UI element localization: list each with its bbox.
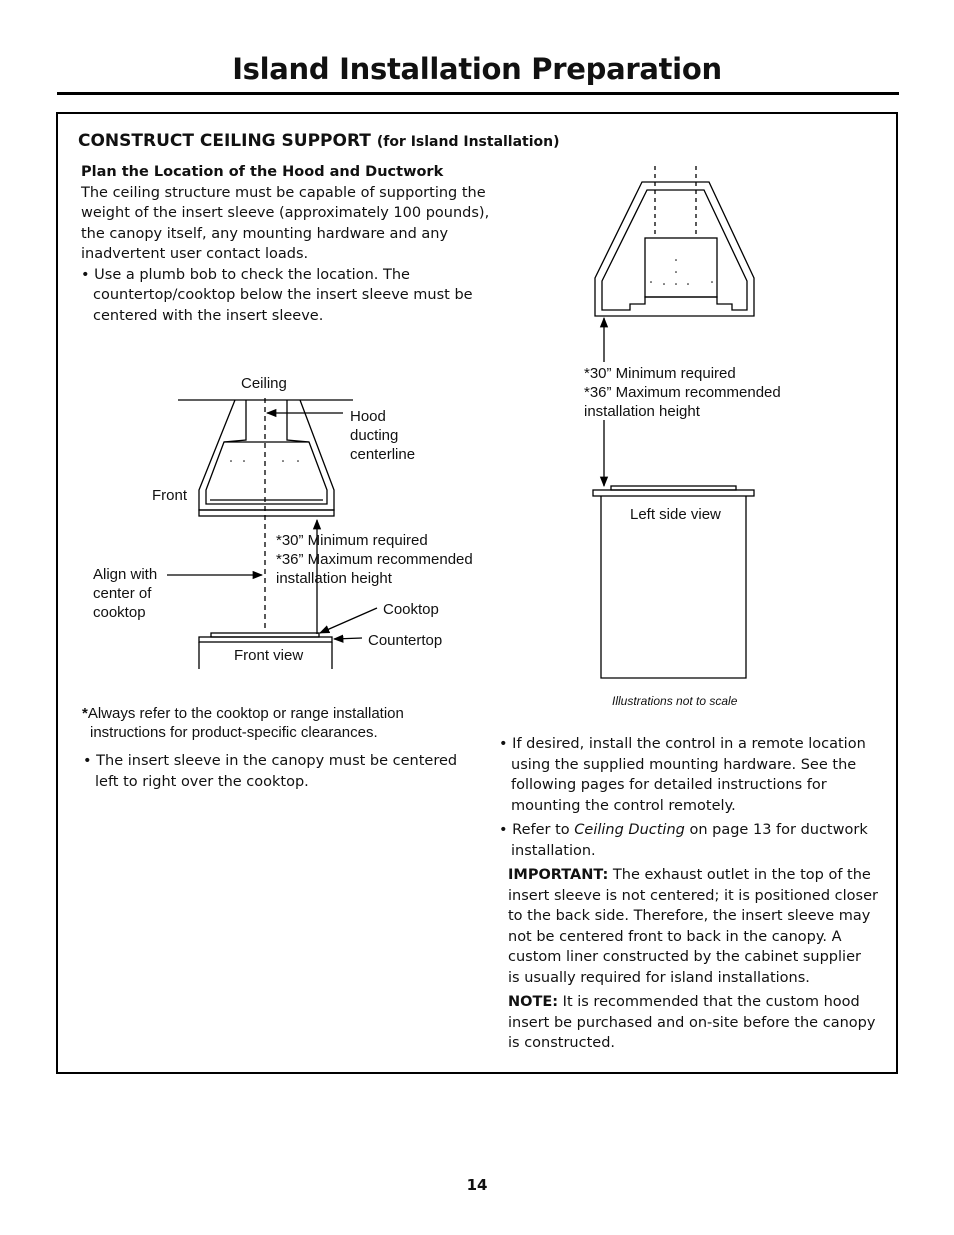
note-line: is constructed.: [508, 1035, 616, 1051]
right-bullet-line: using the supplied mounting hardware. See the: [511, 756, 857, 773]
plan-heading: Plan the Location of the Hood and Ductwork: [81, 164, 444, 180]
hood-label-line: ducting: [350, 427, 399, 444]
plan-bullet-line: • Use a plumb bob to check the location. The: [81, 266, 410, 283]
ref-pre: • Refer to: [499, 822, 575, 838]
countertop: [199, 637, 332, 642]
footnote-star: *: [82, 705, 88, 722]
align-label-line: Align with: [93, 566, 158, 583]
page-number: 14: [466, 1176, 488, 1194]
height-label-line: *30” Minimum required: [276, 532, 428, 549]
note-line: insert be purchased and on-site before the canopy: [508, 1014, 876, 1031]
note-block: [499, 992, 884, 1054]
plan-bullet-line: countertop/cooktop below the insert sleeve must be: [93, 287, 473, 303]
ref-ceiling-ducting: Ceiling Ducting: [574, 822, 685, 838]
height-label-line: *30” Minimum required: [584, 365, 736, 382]
right-bullets: [499, 734, 884, 1054]
note-label: NOTE:: [508, 994, 559, 1010]
right-bullet-line: mounting the control remotely.: [511, 797, 736, 814]
important-label: IMPORTANT:: [508, 867, 609, 883]
front-canopy-inner: [206, 400, 327, 504]
footnote: [82, 704, 482, 742]
note-line: It is recommended that the custom hood: [558, 994, 860, 1010]
hood-label-line: centerline: [350, 446, 416, 463]
side-insert-dots: [650, 259, 713, 285]
important-line: insert sleeve is not centered; it is positioned closer: [508, 887, 878, 904]
front-height-label: [276, 531, 473, 588]
side-canopy-outer: [595, 182, 754, 316]
height-label-line: installation height: [584, 403, 700, 420]
align-label-line: center of: [93, 585, 152, 602]
side-countertop: [593, 490, 754, 496]
important-line: custom liner constructed by the cabinet supplier: [508, 949, 861, 965]
ref-line: installation.: [511, 842, 596, 859]
cooktop-label: Cooktop: [383, 601, 439, 618]
plan-line: The ceiling structure must be capable of supporting the: [81, 184, 486, 201]
plan-bullet-line: centered with the insert sleeve.: [93, 307, 324, 324]
plan-line: inadvertent user contact loads.: [81, 246, 309, 262]
left-bullet-line: left to right over the cooktop.: [95, 773, 309, 790]
front-label: Front: [152, 487, 188, 504]
section-heading-sub: (for Island Installation): [376, 134, 560, 150]
footnote-line: Always refer to the cooktop or range installation: [87, 705, 404, 722]
important-line: is usually required for island installations.: [508, 969, 810, 986]
height-label-line: installation height: [276, 570, 392, 587]
height-label-line: *36” Maximum recommended: [584, 384, 781, 401]
important-line: The exhaust outlet in the top of the: [608, 867, 871, 883]
front-canopy-base: [199, 510, 334, 516]
plan-line: weight of the insert sleeve (approximately 100 pounds),: [81, 205, 490, 221]
side-insert-sleeve: [645, 238, 717, 297]
important-block: [499, 865, 884, 988]
side-cooktop: [611, 486, 736, 490]
right-bullet-line: • If desired, install the control in a remote location: [499, 736, 866, 752]
countertop-label: Countertop: [368, 632, 443, 649]
hood-label-line: Hood: [350, 408, 386, 425]
side-view-diagram: [593, 166, 754, 678]
side-height-label: [584, 364, 781, 421]
left-bullet: [83, 751, 483, 792]
side-view-label: Left side view: [630, 506, 721, 523]
footnote-line: instructions for product-specific clearances.: [90, 724, 378, 741]
scale-note: Illustrations not to scale: [612, 694, 738, 708]
height-label-line: *36” Maximum recommended: [276, 551, 473, 568]
important-line: not be centered front to back in the canopy. A: [508, 928, 842, 945]
plan-line: the canopy itself, any mounting hardware and any: [81, 225, 449, 242]
page-title: Island Installation Preparation: [232, 52, 722, 86]
left-bullet-line: • The insert sleeve in the canopy must be centered: [83, 753, 458, 769]
section-heading-main: CONSTRUCT CEILING SUPPORT: [78, 131, 371, 151]
important-line: to the back side. Therefore, the insert sleeve may: [508, 908, 871, 924]
align-label-line: cooktop: [93, 604, 146, 621]
cooktop-leader: [320, 608, 377, 633]
countertop-leader: [334, 638, 362, 639]
ref-post: on page 13 for ductwork: [684, 822, 868, 838]
align-label: [93, 565, 157, 622]
right-bullet-line: following pages for detailed instructions for: [511, 777, 827, 793]
ceiling-label: Ceiling: [241, 375, 287, 392]
front-view-label: Front view: [234, 647, 304, 664]
hood-centerline-label: [350, 407, 415, 464]
side-canopy-inner: [602, 190, 747, 310]
